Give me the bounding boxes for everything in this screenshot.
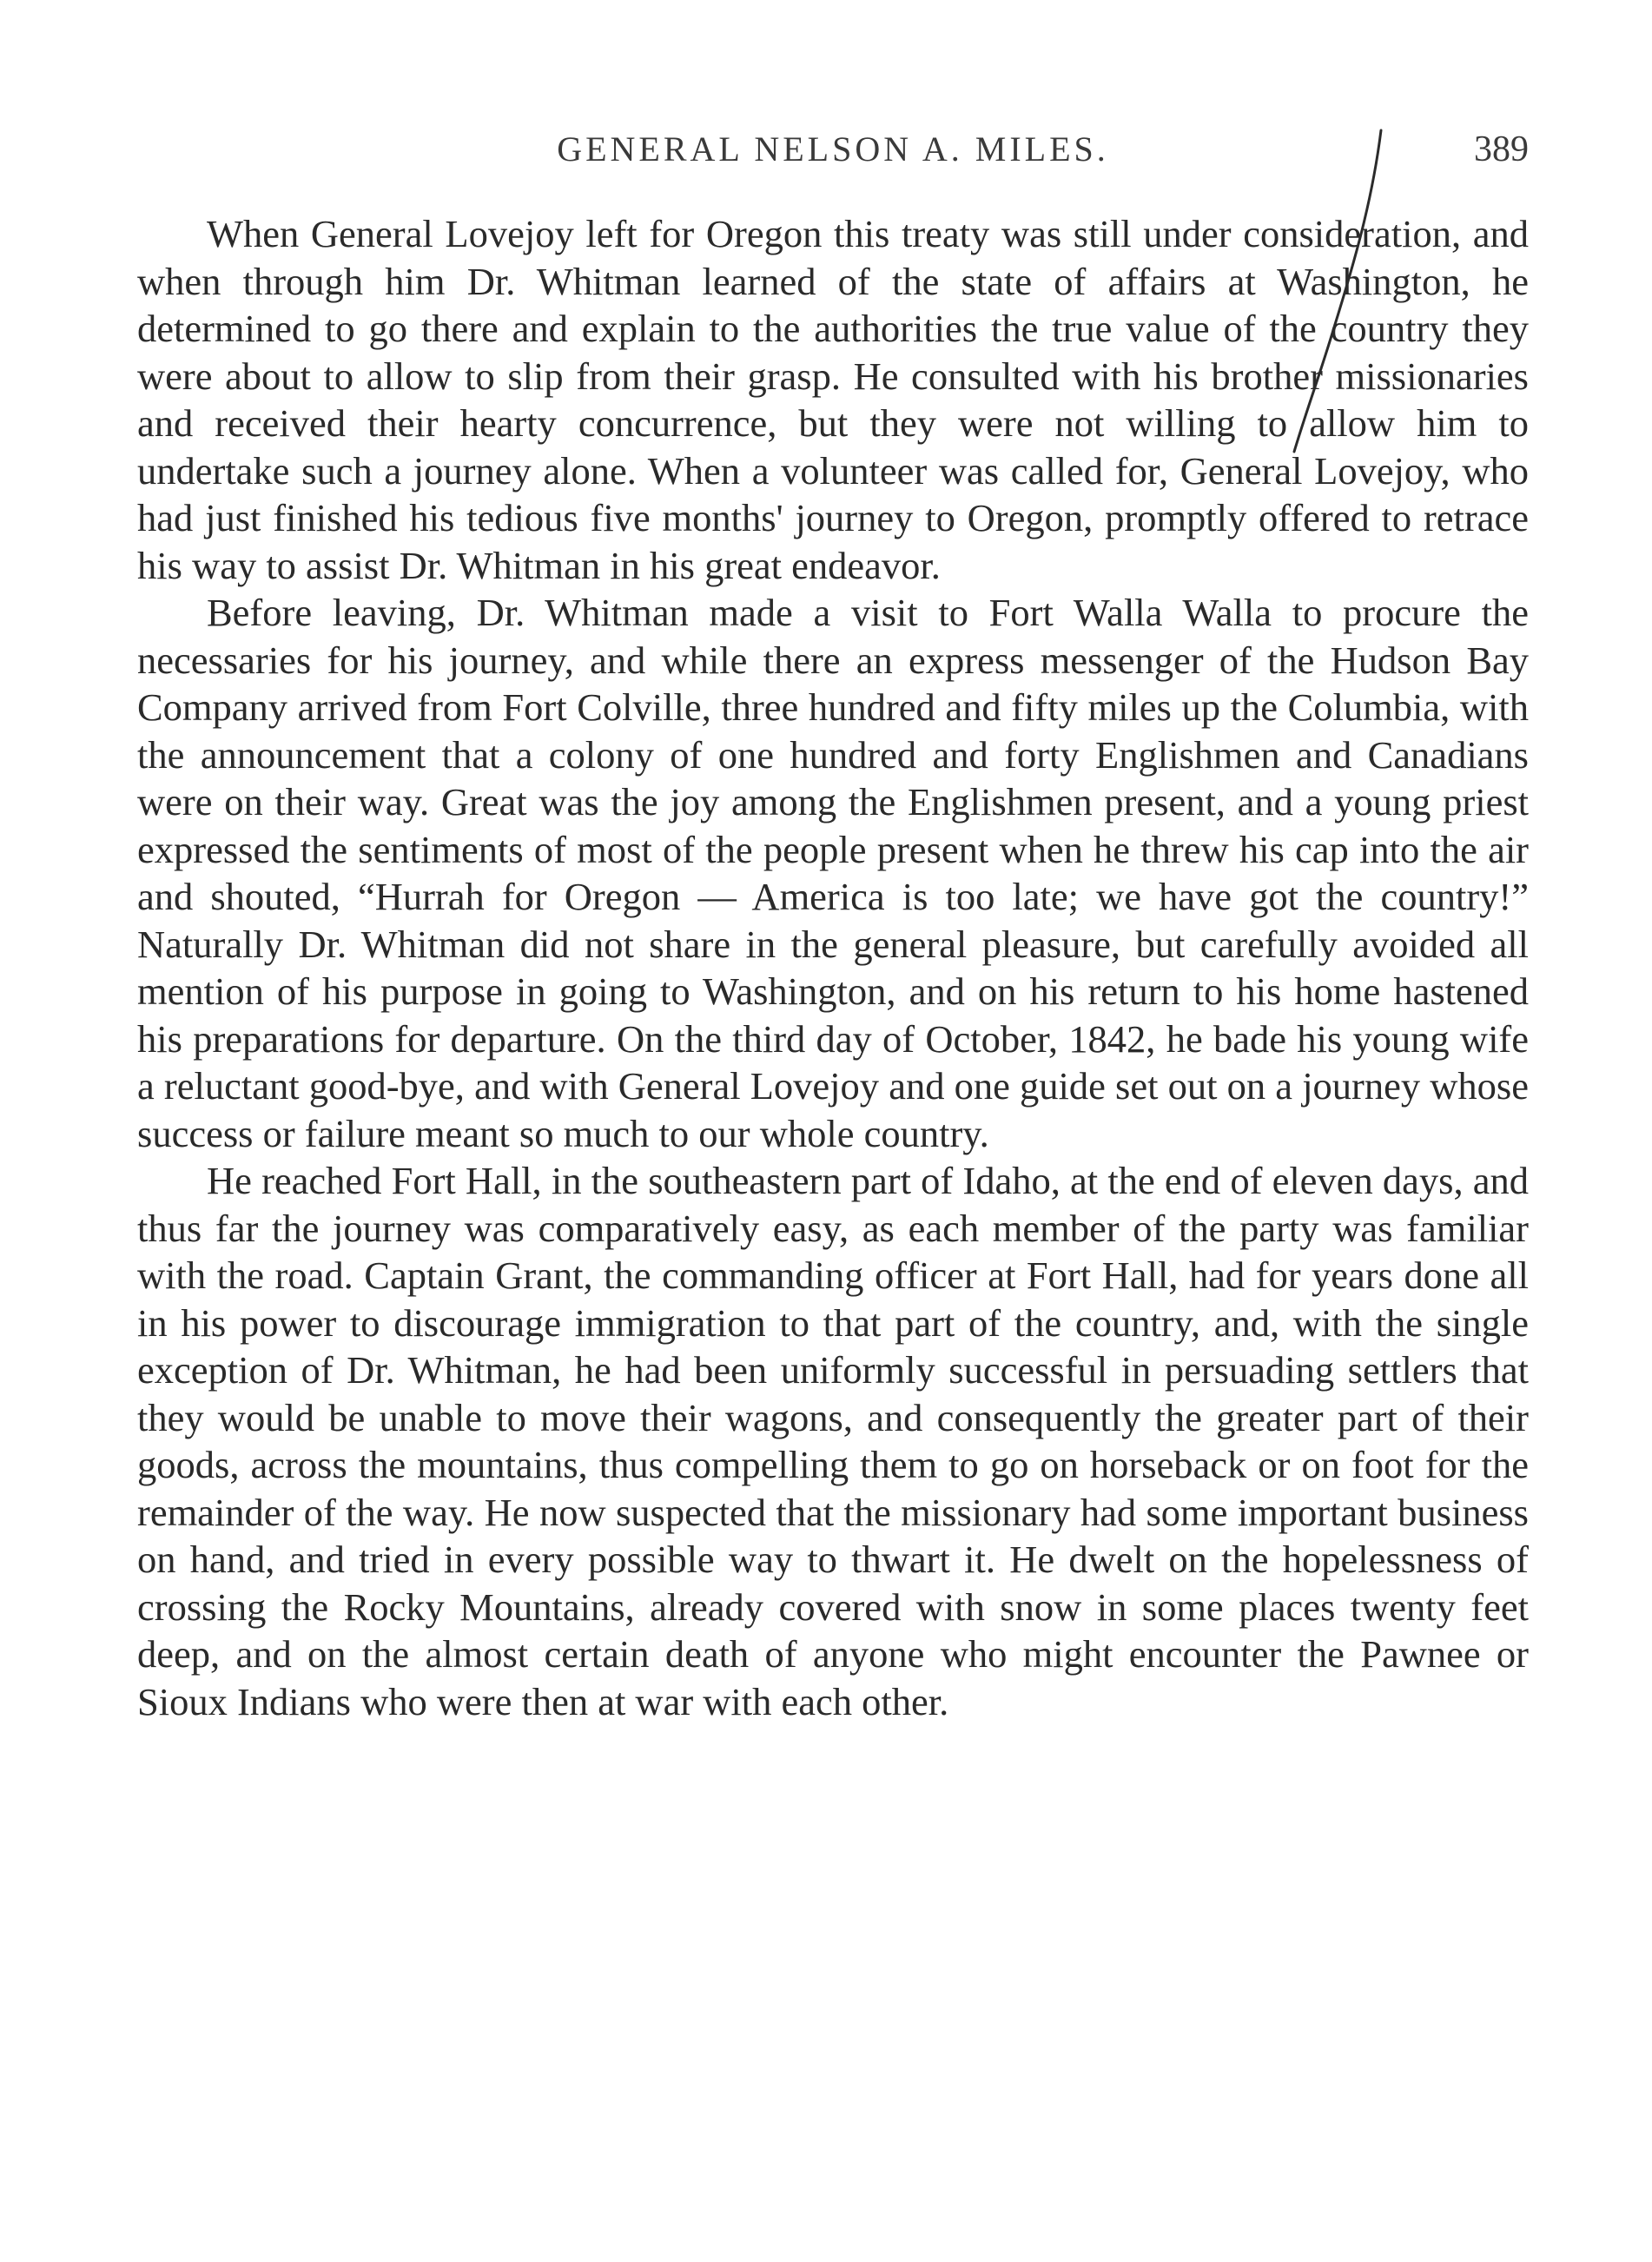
paragraph: When General Lovejoy left for Oregon this treaty was still under consideration, and when through him Dr. Whitman learned of the state of affairs at Washington, he determined to go there and explain to the authorities the true value of the country they were about to allow to slip from their grasp. He consulted with his brother missionaries and received their hearty concurrence, but they were not willing to allow him to undertake such a journey alone. When a volunteer was called for, General Lovejoy, who had just finished his tedious five months' journey to Oregon, promptly offered to retrace his way to assist Dr. Whitman in his great endeavor.	[137, 212, 1529, 587]
paragraph: He reached Fort Hall, in the southeastern part of Idaho, at the end of eleven days, and thus far the journey was comparatively easy, as each member of the party was familiar with the road. Captain Grant, the commanding officer at Fort Hall, had for years done all in his power to discourage immigration to that part of the country, and, with the single exception of Dr. Whitman, he had been uniformly successful in persuading settlers that they would be unable to move their wagons, and consequently the greater part of their goods, across the mountains, thus compelling them to go on horseback or on foot for the remainder of the way. He now suspected that the missionary had some important business on hand, and tried in every possible way to thwart it. He dwelt on the hopelessness of crossing the Rocky Mountains, already covered with snow in some places twenty feet deep, and on the almost certain death of anyone who might encounter the Pawnee or Sioux Indians who were then at war with each other.	[137, 1159, 1529, 1723]
page-number: 389	[1474, 129, 1529, 169]
running-header	[137, 129, 1529, 189]
running-title: GENERAL NELSON A. MILES.	[557, 129, 1109, 169]
body-text	[137, 210, 1529, 1725]
paragraph: Before leaving, Dr. Whitman made a visit to Fort Walla Walla to procure the necessaries for his journey, and while there an express messenger of the Hudson Bay Company arrived from Fort Colville, three hundred and fifty miles up the Columbia, with the announcement that a colony of one hundred and forty Englishmen and Canadians were on their way. Great was the joy among the Englishmen present, and a young priest expressed the sentiments of most of the people present when he threw his cap into the air and shouted, “Hurrah for Oregon — America is too late; we have got the country!” Naturally Dr. Whitman did not share in the general pleasure, but carefully avoided all mention of his purpose in going to Washington, and on his return to his home hastened his preparations for departure. On the third day of October, 1842, he bade his young wife a reluctant good-bye, and with General Lovejoy and one guide set out on a journey whose success or failure meant so much to our whole country.	[137, 591, 1529, 1155]
